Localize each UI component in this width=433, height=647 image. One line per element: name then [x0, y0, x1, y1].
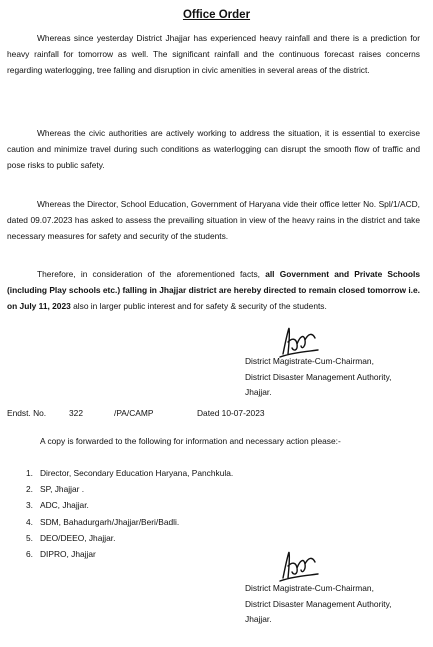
recipient-item [26, 465, 233, 481]
recipient-number: 4. [26, 516, 33, 527]
paragraph-order-post: also in larger public interest and for safety & security of the students. [73, 301, 327, 311]
recipient-text: SP, Jhajjar . [40, 484, 85, 495]
paragraph-rainfall [7, 30, 420, 78]
recipient-list [26, 465, 233, 562]
recipient-number: 6. [26, 548, 33, 559]
paragraph-order-pre: Therefore, in consideration of the aforementioned facts, [37, 269, 260, 279]
signatory-place: Jhajjar. [245, 614, 272, 624]
paragraph-civic-text: Whereas the civic authorities are actively working to address the situation, it is essential to exercise caution and minimize travel during such conditions as waterlogging can disrupt the smooth flow of traffic and pose risks to public safety. [7, 128, 420, 170]
endorsement-date: Dated 10-07-2023 [197, 408, 265, 418]
signatory-title: District Magistrate-Cum-Chairman, [245, 583, 374, 593]
recipient-number: 2. [26, 484, 33, 495]
recipient-item [26, 481, 233, 497]
signatory-authority: District Disaster Management Authority, [245, 371, 392, 382]
paragraph-director-text: Whereas the Director, School Education, Government of Haryana vide their office letter No. Spl/1/ACD, dated 09.07.2023 has asked to assess the prevailing situation in view of the heavy rains in the district and take necessary measures for safety and security of the students. [7, 199, 420, 241]
signatory-authority: District Disaster Management Authority, [245, 598, 392, 609]
paragraph-director-letter [7, 196, 420, 244]
paragraph-rainfall-text: Whereas since yesterday District Jhajjar has experienced heavy rainfall and there is a prediction for heavy rainfall for tomorrow as well. The significant rainfall and the continuous forecast raises concerns regarding waterlogging, tree falling and disruption in civic amenities in several areas of the district. [7, 33, 420, 75]
recipient-item [26, 497, 233, 513]
document-title: Office Order [182, 9, 251, 21]
signature-2 [277, 548, 321, 584]
recipient-number: 3. [26, 500, 33, 511]
recipient-text: Director, Secondary Education Haryana, Panchkula. [40, 468, 234, 478]
recipient-item [26, 530, 233, 546]
recipient-text: DIPRO, Jhajjar [40, 548, 96, 559]
signatory-block-2 [245, 581, 430, 628]
signatory-place: Jhajjar. [245, 387, 272, 397]
signatory-block-1 [245, 354, 430, 401]
recipient-number: 5. [26, 532, 33, 543]
recipient-item [26, 546, 233, 562]
recipient-item [26, 514, 233, 530]
copy-forwarded-intro: A copy is forwarded to the following for information and necessary action please:- [40, 436, 341, 446]
endorsement-number: 322 [69, 408, 83, 418]
recipient-number: 1. [26, 468, 33, 478]
signatory-title: District Magistrate-Cum-Chairman, [245, 356, 374, 366]
recipient-text: SDM, Bahadurgarh/Jhajjar/Beri/Badli. [40, 516, 180, 527]
endorsement-reference: /PA/CAMP [114, 408, 154, 418]
paragraph-order-directive: all Government and Private Schools (including Play schools etc.) falling in Jhajjar district are hereby directed to remain closed tomorrow i.e. on July 11, 2023 [7, 269, 421, 311]
paragraph-civic-authorities [7, 125, 420, 173]
recipient-text: DEO/DEEO, Jhajjar. [40, 532, 116, 543]
paragraph-order [7, 266, 420, 314]
recipient-text: ADC, Jhajjar. [40, 500, 89, 511]
endorsement-label: Endst. No. [7, 408, 47, 418]
